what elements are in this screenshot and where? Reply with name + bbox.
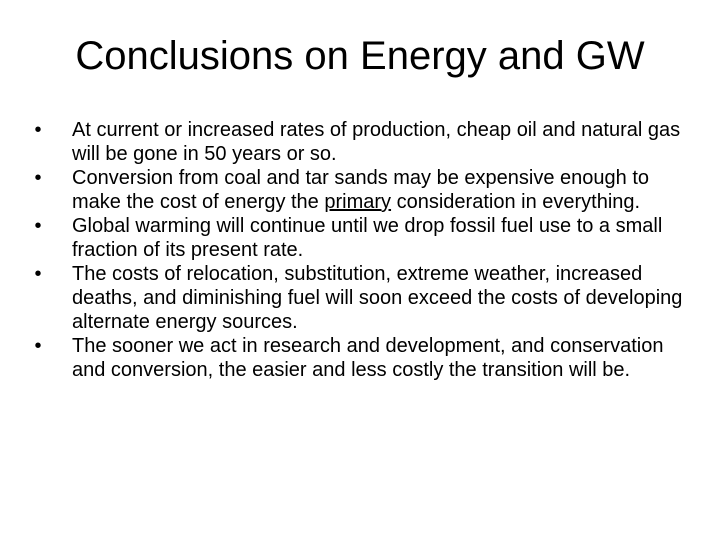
bullet-text: At current or increased rates of production, cheap oil and natural gas will be gone in 50 years or so. [72, 119, 681, 165]
bullet-icon: • [34, 263, 42, 285]
bullet-item [28, 334, 698, 382]
bullet-icon: • [34, 119, 42, 141]
bullet-text: The sooner we act in research and development, and conservation and conversion, the easier and less costly the transition will be. [72, 335, 664, 381]
bullet-item [28, 262, 698, 334]
bullet-text-part: consideration in everything. [391, 191, 641, 213]
bullet-item [28, 166, 698, 214]
bullet-list [28, 118, 698, 382]
emphasized-word: primary [324, 191, 392, 213]
bullet-text: Global warming will continue until we drop fossil fuel use to a small fraction of its present rate. [72, 215, 663, 261]
bullet-item [28, 214, 698, 262]
bullet-item [28, 118, 698, 166]
bullet-text: The costs of relocation, substitution, extreme weather, increased deaths, and diminishing fuel will soon exceed the costs of developing alternate energy sources. [72, 263, 683, 333]
slide-title: Conclusions on Energy and GW [75, 34, 645, 78]
bullet-icon: • [34, 335, 42, 357]
bullet-text-part: Conversion from coal and tar sands may be expensive enough to make the cost of energy the [72, 167, 650, 213]
bullet-icon: • [34, 215, 42, 237]
bullet-icon: • [34, 167, 42, 189]
bullet-text [72, 167, 649, 213]
